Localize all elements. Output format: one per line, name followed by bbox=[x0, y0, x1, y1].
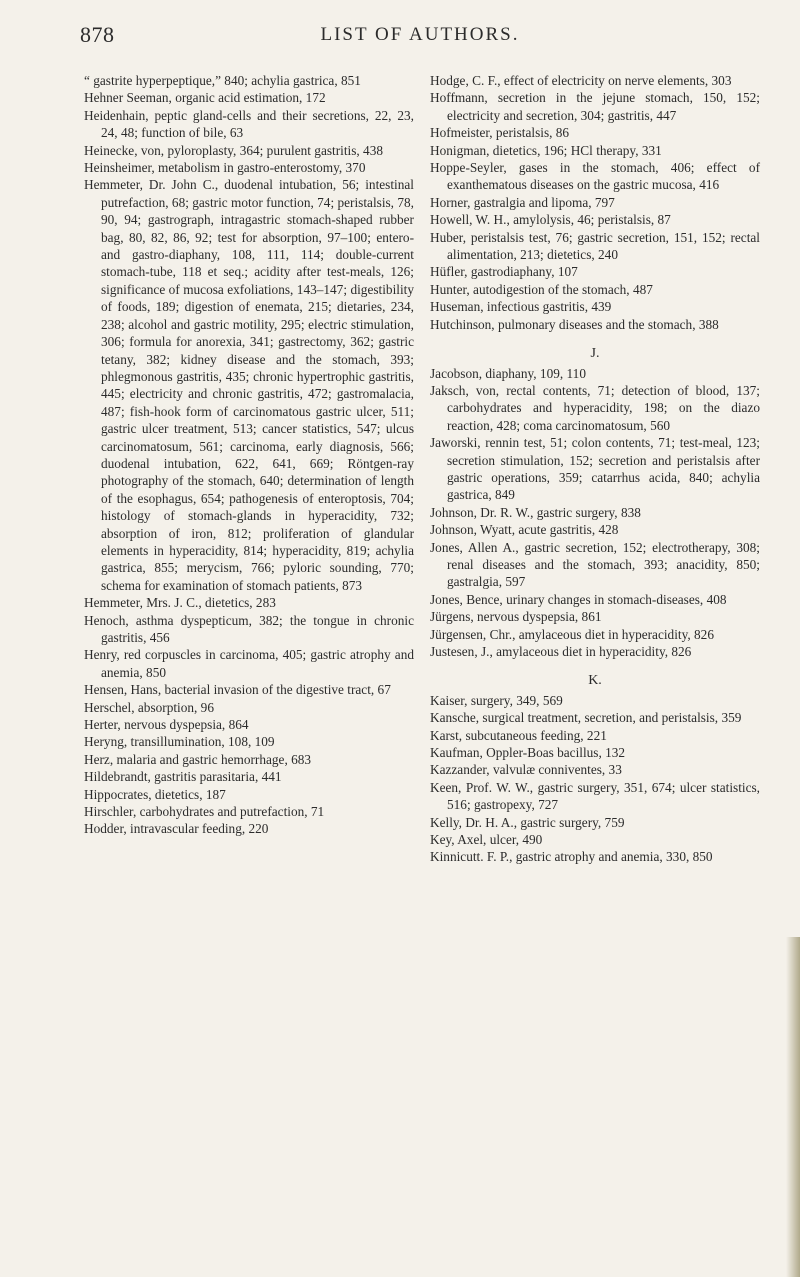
index-entry: Hofmeister, peristalsis, 86 bbox=[430, 125, 570, 141]
page-header bbox=[80, 22, 760, 62]
running-title: LIST OF AUTHORS. bbox=[320, 24, 520, 45]
index-entry: Kaufman, Oppler-Boas bacillus, 132 bbox=[430, 745, 626, 761]
index-entry: Hensen, Hans, bacterial invasion of the digestive tract, 67 bbox=[84, 682, 391, 698]
index-entry: Heryng, transillumination, 108, 109 bbox=[84, 734, 275, 750]
index-entry: Herter, nervous dyspepsia, 864 bbox=[84, 717, 249, 733]
index-entry: Jacobson, diaphany, 109, 110 bbox=[430, 365, 586, 381]
entries-j bbox=[430, 365, 760, 661]
index-entry: Kansche, surgical treatment, secretion, and peristalsis, 359 bbox=[430, 710, 742, 726]
page-number: 878 bbox=[80, 22, 115, 47]
index-entry: Jürgens, nervous dyspepsia, 861 bbox=[430, 609, 602, 625]
index-entry: Key, Axel, ulcer, 490 bbox=[430, 832, 543, 848]
index-entry: Huseman, infectious gastritis, 439 bbox=[430, 299, 612, 315]
index-entry: Hunter, autodigestion of the stomach, 487 bbox=[430, 281, 653, 297]
index-entry: Horner, gastralgia and lipoma, 797 bbox=[430, 194, 615, 210]
index-entry: Jürgensen, Chr., amylaceous diet in hyperacidity, 826 bbox=[430, 626, 714, 642]
entries-k bbox=[430, 692, 760, 866]
page-edge-stain bbox=[786, 937, 800, 1277]
index-entry: Heinsheimer, metabolism in gastro-enterostomy, 370 bbox=[84, 160, 366, 176]
index-entry: Kaiser, surgery, 349, 569 bbox=[430, 692, 563, 708]
index-entry: Jones, Bence, urinary changes in stomach-diseases, 408 bbox=[430, 591, 727, 607]
index-entry: Justesen, J., amylaceous diet in hyperacidity, 826 bbox=[430, 644, 692, 659]
index-entry: Hoppe-Seyler, gases in the stomach, 406; effect of exanthematous diseases on the gastric mucosa, 416 bbox=[430, 160, 760, 193]
index-entry: Johnson, Dr. R. W., gastric surgery, 838 bbox=[430, 504, 641, 520]
index-entry: Kazzander, valvulæ conniventes, 33 bbox=[430, 762, 622, 778]
index-entry: Karst, subcutaneous feeding, 221 bbox=[430, 727, 607, 743]
index-entry: Kinnicutt. F. P., gastric atrophy and anemia, 330, 850 bbox=[430, 849, 713, 865]
right-column bbox=[430, 72, 760, 866]
index-entry: Johnson, Wyatt, acute gastritis, 428 bbox=[430, 522, 619, 538]
index-entry: Howell, W. H., amylolysis, 46; peristalsis, 87 bbox=[430, 212, 671, 228]
index-entry: Hildebrandt, gastritis parasitaria, 441 bbox=[84, 769, 282, 785]
index-entry: Hoffmann, secretion in the jejune stomach, 150, 152; electricity and secretion, 304; gastritis, 447 bbox=[430, 90, 760, 123]
index-entry: Hehner Seeman, organic acid estimation, 172 bbox=[84, 90, 326, 106]
index-entry: Huber, peristalsis test, 76; gastric secretion, 151, 152; rectal alimentation, 213; dietetics, 240 bbox=[430, 229, 760, 263]
left-column bbox=[84, 72, 414, 838]
index-entry: Kelly, Dr. H. A., gastric surgery, 759 bbox=[430, 814, 625, 830]
index-entry: “ gastrite hyperpeptique,” 840; achylia gastrica, 851 bbox=[84, 73, 361, 88]
index-entry: Hodder, intravascular feeding, 220 bbox=[84, 821, 269, 837]
index-entry: Hemmeter, Dr. John C., duodenal intubation, 56; intestinal putrefaction, 68; gastric motor function, 74; peristalsis, 78, 90, 94; gastrograph, intragastric stomach-shaped rubber bag, 80, 82, 86, 92; test for absorption, 97–100; entero- and gastro-diaphany, 108, 111, 114; double-current stomach-tube, 118 et seq.; acidity after test-meals, 126; significance of mucosa exfoliations, 143–147; digestibility of foods, 189; digestion of enemata, 215; dietaries, 234, 238; alcohol and gastric motility, 295; electric stimulation, 306; formula for anorexia, 341; gastrectomy, 362; gastric tetany, 382; kidney disease and the stomach, 393; phlegmonous gastritis, 435; chronic hypertrophic gastritis, 445; electricity and chronic gastritis, 472; gastromalacia, 487; fish-hook form of carcinomatous gastric ulcer, 511; gastric ulcer treatment, 513; cancer statistics, 547; ulcus carcinomatosum, 561; carcinoma, early diagnosis, 566; duodenal intubation, 622, 641, 669; Röntgen-ray photography of the stomach, 640; determination of length of the esophagus, 654; pathogenesis of enteroptosis, 704; histology of stomach-glands in hyperacidity, 732; absorption of iron, 812; proliferation of glandular elements in hyperacidity, 814; hyperacidity, 819; achylia gastrica, 855; merycism, 766; pyloric sounding, 770; schema for examination of stomach patients, 873 bbox=[84, 177, 414, 593]
index-entry: Hutchinson, pulmonary diseases and the stomach, 388 bbox=[430, 316, 719, 332]
index-entry: Heidenhain, peptic gland-cells and their secretions, 22, 23, 24, 48; function of bile, 63 bbox=[84, 107, 414, 141]
index-entry: Hippocrates, dietetics, 187 bbox=[84, 786, 226, 802]
index-entry: Henoch, asthma dyspepticum, 382; the tongue in chronic gastritis, 456 bbox=[84, 612, 414, 645]
section-letter-j: J. bbox=[590, 346, 600, 362]
index-entry: Heinecke, von, pyloroplasty, 364; purulent gastritis, 438 bbox=[84, 142, 384, 158]
entries-h bbox=[430, 72, 760, 333]
index-entry: Keen, Prof. W. W., gastric surgery, 351, 674; ulcer statistics, 516; gastropexy, 727 bbox=[430, 779, 760, 813]
index-entry: Hemmeter, Mrs. J. C., dietetics, 283 bbox=[84, 595, 276, 611]
index-entry: Henry, red corpuscles in carcinoma, 405; gastric atrophy and anemia, 850 bbox=[84, 647, 414, 680]
index-entry: Hodge, C. F., effect of electricity on nerve elements, 303 bbox=[430, 73, 732, 88]
index-entry: Jaworski, rennin test, 51; colon contents, 71; test-meal, 123; secretion stimulation, 152; secretion and peristalsis after gastric operations, 359; catarrhus acida, 840; achylia gastrica, 849 bbox=[430, 435, 760, 503]
index-entry: Hirschler, carbohydrates and putrefaction, 71 bbox=[84, 804, 325, 820]
index-entry: Honigman, dietetics, 196; HCl therapy, 331 bbox=[430, 142, 662, 158]
index-entry: Herz, malaria and gastric hemorrhage, 683 bbox=[84, 751, 312, 767]
section-letter-k: K. bbox=[588, 673, 602, 689]
index-entry: Jones, Allen A., gastric secretion, 152; electrotherapy, 308; renal diseases and the stomach, 393; anacidity, 850; gastralgia, 597 bbox=[430, 539, 760, 590]
index-entry: Herschel, absorption, 96 bbox=[84, 699, 214, 715]
index-entry: Jaksch, von, rectal contents, 71; detection of blood, 137; carbohydrates and hyperacidity, 198; on the diazo reaction, 428; coma carcinomatosum, 560 bbox=[430, 382, 760, 433]
index-entry: Hüfler, gastrodiaphany, 107 bbox=[430, 264, 578, 280]
